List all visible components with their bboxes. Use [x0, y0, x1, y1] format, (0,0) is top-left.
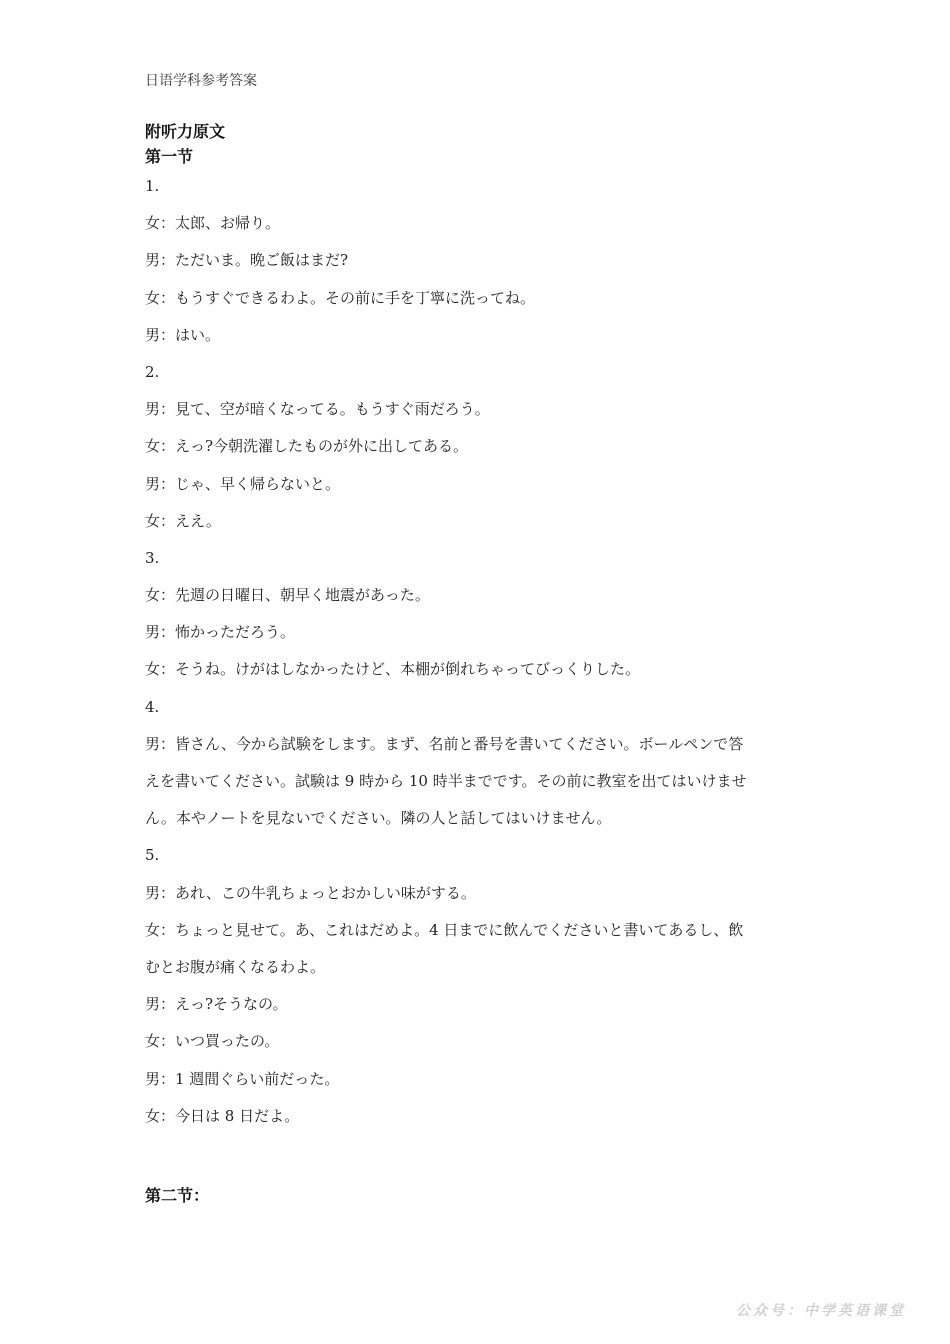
dialogue-line: 女：もうすぐできるわよ。その前に手を丁寧に洗ってね。	[145, 288, 536, 307]
dialogue-line: 男：ただいま。晩ご飯はまだ?	[145, 251, 349, 270]
dialogue-line: 男：はい。	[145, 325, 221, 344]
question-number: 2.	[145, 362, 160, 381]
transcript-body	[145, 168, 810, 1135]
dialogue-line: 男：じゃ、早く帰らないと。	[145, 474, 341, 493]
main-title: 附听力原文	[145, 122, 226, 141]
dialogue-line: 女：ちょっと見せて。あ、これはだめよ。4 日までに飲んでくださいと書いてあるし、飲	[145, 920, 744, 939]
dialogue-line: 女：そうね。けがはしなかったけど、本棚が倒れちゃってびっくりした。	[145, 660, 641, 679]
dialogue-line: 男：皆さん、今から試験をします。まず、名前と番号を書いてください。ボールペンで答	[145, 734, 744, 753]
dialogue-line: ん。本やノートを見ないでください。隣の人と話してはいけません。	[145, 809, 612, 828]
question-number: 4.	[145, 697, 160, 716]
section-2-title: 第二节：	[145, 1186, 210, 1205]
dialogue-line: 男：あれ、この牛乳ちょっとおかしい味がする。	[145, 883, 476, 902]
dialogue-line: 女：ええ。	[145, 511, 221, 530]
section-1-title: 第一节	[145, 147, 194, 166]
dialogue-line: 女：先週の日曜日、朝早く地震があった。	[145, 586, 430, 605]
dialogue-line: 男：見て、空が暗くなってる。もうすぐ雨だろう。	[145, 400, 490, 419]
page-header: 日语学科参考答案	[145, 73, 257, 89]
dialogue-line: えを書いてください。試験は 9 時から 10 時半までです。その前に教室を出てはいけませ	[145, 772, 747, 790]
dialogue-line: 男：怖かっただろう。	[145, 623, 296, 642]
dialogue-line: 女：今日は 8 日だよ。	[145, 1106, 300, 1125]
dialogue-line: 女：太郎、お帰り。	[145, 214, 281, 233]
dialogue-line: むとお腹が痛くなるわよ。	[145, 957, 326, 976]
question-number: 1.	[145, 177, 160, 195]
question-number: 5.	[145, 846, 160, 865]
question-number: 3.	[145, 548, 160, 567]
dialogue-line: 男：1 週間ぐらい前だった。	[145, 1069, 340, 1088]
dialogue-line: 女：いつ買ったの。	[145, 1032, 280, 1051]
dialogue-line: 男：えっ?そうなの。	[145, 995, 288, 1014]
watermark: 公众号：中学英语课堂	[736, 1303, 906, 1319]
dialogue-line: 女：えっ?今朝洗濯したものが外に出してある。	[145, 437, 469, 456]
